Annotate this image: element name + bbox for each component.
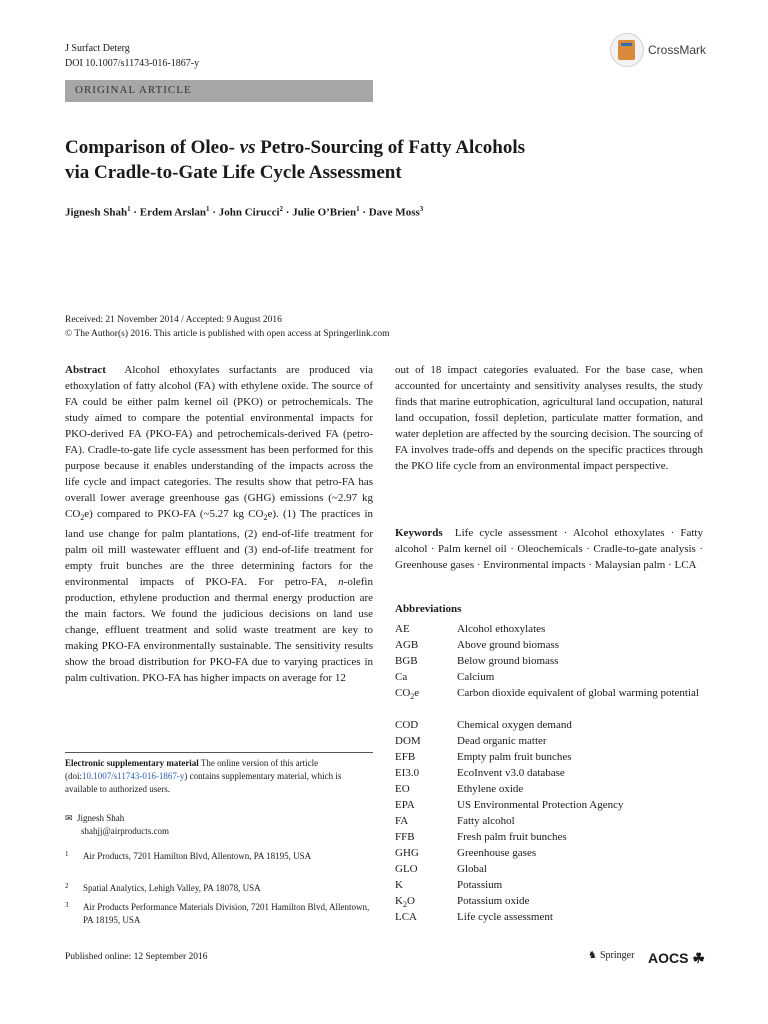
abbreviation-term: $CO_2e$ xyxy=(395,687,420,702)
envelope-icon: ✉ xyxy=(65,813,73,823)
publication-history xyxy=(65,313,390,341)
supplementary-note xyxy=(65,757,373,796)
aocs-logo xyxy=(648,950,705,967)
title-line-2: via Cradle-to-Gate Life Cycle Assessment xyxy=(65,162,402,183)
springer-logo xyxy=(588,950,634,961)
abbreviation-definition: EcoInvent v3.0 database xyxy=(457,767,565,779)
affiliation-marker: 1 xyxy=(356,205,360,213)
abbreviation-term: AE xyxy=(395,623,410,635)
email[interactable]: shahjj@airproducts.com xyxy=(81,826,170,836)
corresponding-author: Jignesh Shah xyxy=(77,813,125,823)
license-note: © The Author(s) 2016. This article is published with open access at Springerlink.com xyxy=(65,329,390,339)
abbreviation-term: LCA xyxy=(395,911,417,923)
abbreviation-term: EFB xyxy=(395,751,416,763)
esm-text: The online version of this article (doi: xyxy=(65,758,319,781)
crossmark-badge[interactable] xyxy=(610,33,706,67)
abbreviation-definition: Carbon dioxide equivalent of global warming potential xyxy=(457,687,699,699)
abbreviation-definition: Below ground biomass xyxy=(457,655,559,667)
abbreviation-term: EPA xyxy=(395,799,415,811)
abbreviation-term: AGB xyxy=(395,639,419,651)
published-date: Published online: 12 September 2016 xyxy=(65,952,208,962)
affiliation-2: 2 Spatial Analytics, Lehigh Valley, PA 18078, USA xyxy=(65,882,261,893)
abbreviation-definition: Empty palm fruit bunches xyxy=(457,751,572,763)
affiliation-1: 1 Air Products, 7201 Hamilton Blvd, Allentown, PA 18195, USA xyxy=(65,850,312,861)
springer-horse-icon: ♞ xyxy=(588,950,597,961)
abbreviation-term: FFB xyxy=(395,831,415,843)
affiliation-marker: 1 xyxy=(127,205,131,213)
abbreviation-term: FA xyxy=(395,815,409,827)
keywords-label: Keywords xyxy=(395,527,443,539)
abbreviation-term: Ca xyxy=(395,671,408,683)
aocs-flame-icon: ☘ xyxy=(692,950,705,966)
doi-link[interactable]: 10.1007/s11743-016-1867-y xyxy=(82,771,185,781)
abbreviation-definition: Fatty alcohol xyxy=(457,815,515,827)
abbreviation-definition: Greenhouse gases xyxy=(457,847,537,859)
keywords xyxy=(395,525,703,573)
journal-name: J Surfact Deterg xyxy=(65,43,130,54)
abbreviation-definition: Above ground biomass xyxy=(457,639,560,651)
abbreviation-definition: Ethylene oxide xyxy=(457,783,524,795)
abbreviation-definition: Chemical oxygen demand xyxy=(457,719,572,731)
affiliation-marker: 2 xyxy=(279,205,284,213)
keywords-text: Life cycle assessment · Alcohol ethoxylates · Fatty alcohol · Palm kernel oil · Oleochemicals · Cradle-to-gate analysis · Greenhouse gases · Environmental impacts · Malaysian palm · LCA xyxy=(395,527,703,571)
affiliation-marker: 3 xyxy=(419,205,424,213)
abbreviation-term: GHG xyxy=(395,847,419,859)
title-line-1: Comparison of Oleo- vs Petro-Sourcing of Fatty Alcohols xyxy=(65,137,526,158)
abbreviation-term: EI3.0 xyxy=(395,767,420,779)
abstract xyxy=(65,362,373,686)
abbreviation-term: BGB xyxy=(395,655,418,667)
abbreviation-definition: US Environmental Protection Agency xyxy=(457,799,624,811)
abbreviation-definition: Global xyxy=(457,863,487,875)
abbreviation-definition: Alcohol ethoxylates xyxy=(457,623,546,635)
received-accepted: Received: 21 November 2014 / Accepted: 9 August 2016 xyxy=(65,315,282,325)
abbreviation-definition: Potassium oxide xyxy=(457,895,530,907)
paper-title xyxy=(65,135,705,185)
abbreviation-term: GLO xyxy=(395,863,418,875)
author-name: Julie O’Brien xyxy=(292,206,357,219)
abstract-label: Abstract xyxy=(65,364,106,376)
aocs-label: AOCS xyxy=(648,950,689,966)
affiliation-3: 3 Air Products Performance Materials Division, 7201 Hamilton Blvd, Allentown, PA 18195, USA xyxy=(65,901,370,925)
author-name: John Cirucci xyxy=(218,206,280,219)
abstract-text: Alcohol ethoxylates surfactants are produced via ethoxylation of fatty alcohol (FA) with ethylene oxide. The source of FA could be either palm kernel oil (PKO) or petrochemicals. The study aimed to compare the potential environmental impacts for PKO-derived FA (PKO-FA) and petrochemicals-derived FA (petro-FA). Cradle-to-gate life cycle assessment has been performed for this purpose because it enables understanding of the impacts across the life cycle and impact categories. The results show that petro-FA has overall lower average greenhouse gas (GHG) emissions (~2.97 kg $CO_2e$) compared to PKO-FA (~5.27 kg $CO_2e$). (1) The practices in land use change for palm plantations, (2) end-of-life treatment for palm oil mill wastewater effluent and (3) end-of-life treatment for empty fruit bunches are the three determining factors for the environmental impacts of PKO-FA. For petro-FA, n-olefin production, ethylene production and thermal energy production are the main factors. We found the judicious decisions on land use change, effluent treatment and solid waste treatment are key to making PKO-FA environmentally sustainable. The sensitivity results show the broad distribution for PKO-FA due to varying practices in palm cultivation. PKO-FA has higher impacts on average for 12 xyxy=(65,364,374,685)
author-name: Jignesh Shah xyxy=(65,206,128,219)
author-list: Jignesh Shah$^1$ · Erdem Arslan$^1$ · John Cirucci$^2$ · Julie O’Brien$^1$ · Dave Moss$^3$ xyxy=(65,205,424,219)
abbreviation-term: DOM xyxy=(395,735,421,747)
crossmark-label: CrossMark xyxy=(648,43,707,57)
abbreviation-definition: Fresh palm fruit bunches xyxy=(457,831,567,843)
abbreviation-definition: Calcium xyxy=(457,671,495,683)
abbreviation-term: K xyxy=(395,879,403,891)
esm-text-end: ) contains supplementary material, which is available to authorized users. xyxy=(65,771,342,794)
abbreviation-term: EO xyxy=(395,783,410,795)
divider xyxy=(65,752,373,753)
crossmark-icon xyxy=(610,33,644,67)
author-name: Erdem Arslan xyxy=(139,206,207,219)
abbreviations-title: Abbreviations xyxy=(395,603,462,615)
affiliation-marker: 1 xyxy=(206,205,210,213)
correspondence xyxy=(65,812,169,838)
abbreviation-term: COD xyxy=(395,719,419,731)
abbreviation-definition: Life cycle assessment xyxy=(457,911,553,923)
abbreviation-term: $K_2O$ xyxy=(395,895,415,910)
author-name: Dave Moss xyxy=(368,206,420,219)
abbreviation-definition: Dead organic matter xyxy=(457,735,547,747)
abbreviation-definition: Potassium xyxy=(457,879,503,891)
springer-label: Springer xyxy=(599,950,635,961)
esm-label: Electronic supplementary material xyxy=(65,758,199,768)
journal-info xyxy=(65,41,199,71)
doi: DOI 10.1007/s11743-016-1867-y xyxy=(65,58,200,69)
abstract-continued: out of 18 impact categories evaluated. For the base case, when accounted for uncertainty and sensitivity analyses results, the study finds that marine eutrophication, agricultural land occupation, natural land occupation, fossil depletion, particulate matter formation, and water depletion are affected by the sourcing decision. The sourcing of FA involves trade-offs and depends on the specific practices through the PKO life cycle from an environmental impact perspective. xyxy=(395,364,703,472)
section-banner xyxy=(65,80,373,102)
section-label: ORIGINAL ARTICLE xyxy=(75,84,192,96)
